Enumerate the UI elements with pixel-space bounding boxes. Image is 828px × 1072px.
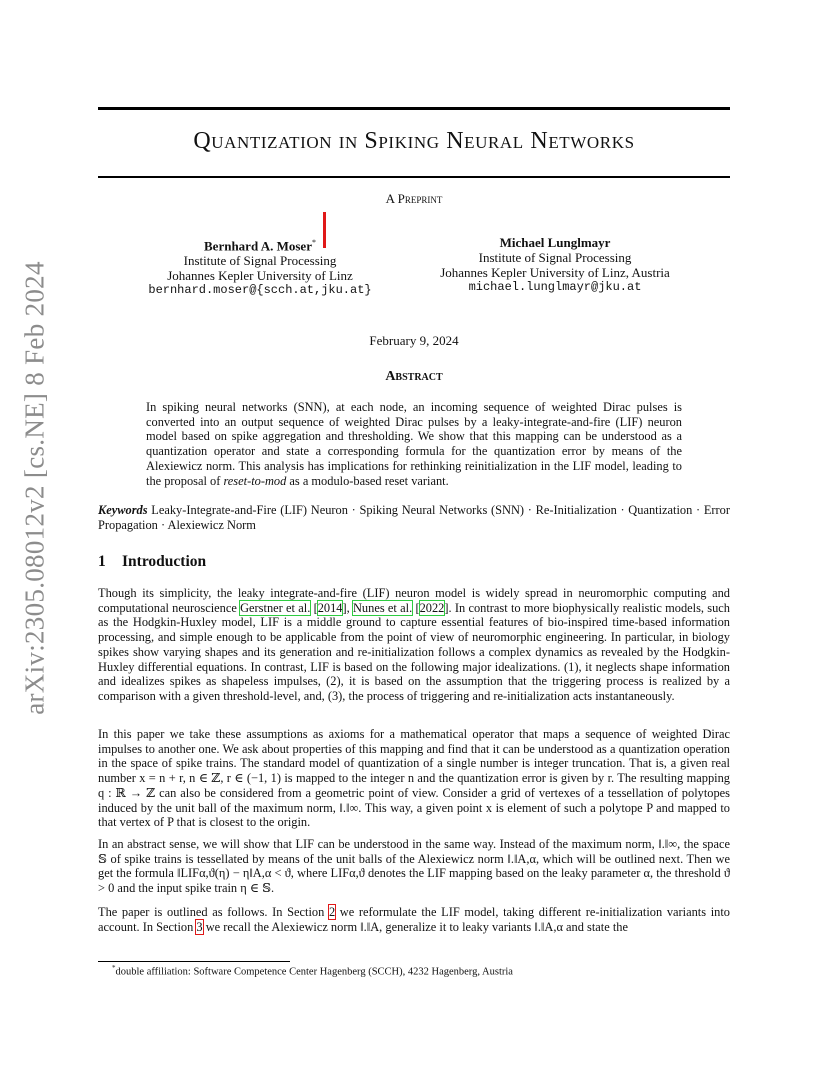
footnote-rule [98, 961, 290, 962]
keywords [98, 503, 730, 532]
keywords-text: Leaky-Integrate-and-Fire (LIF) Neuron · Spiking Neural Networks (SNN) · Re-Initialization · Quantization · Error Propagation · Alexiewicz Norm [98, 503, 730, 532]
arxiv-identifier-stamp [0, 0, 70, 1072]
preprint-label: A Preprint [385, 191, 443, 206]
footnote-mark: * [112, 964, 116, 972]
author-name: Michael Lunglmayr [499, 235, 611, 250]
footnote-text: double affiliation: Software Competence Center Hagenberg (SCCH), 4232 Hagenberg, Austria [115, 966, 513, 978]
author-email: bernhard.moser@{scch.at,jku.at} [148, 283, 372, 298]
paragraph-1: Though its simplicity, the leaky integrate-and-fire (LIF) neuron model is widely spread in neuromorphic computing and computational neuroscience Gerstner et al. [2014], Nunes et al. [2022]. In contrast to more biophysically realistic models, such as the Hodgkin-Huxley model, LIF is a middle ground to capture essential features of bio-inspired time-based information processing, and simple enough to be applicable from the point of view of neuromorphic engineering. In particular, in biology spikes show varying shapes and its generation and re-initialization follows a complex dynamics as revealed by the Hodgkin-Huxley differential equations. In contrast, LIF is based on the following major idealizations. (1), it neglects shape information and idealizes spikes as shapeless impulses, (2), it is based on the assumption that the triggering process is realized by a comparison with a given threshold-level, and, (3), the process of triggering and re-initialization acts instantaneously. [98, 586, 730, 703]
section-reference-link[interactable]: 2 [328, 905, 336, 919]
author-email: michael.lunglmayr@jku.at [468, 280, 642, 294]
citation-link[interactable]: Gerstner et al. [240, 600, 311, 615]
section-number: 1 [98, 553, 106, 570]
section-reference-link[interactable]: 3 [196, 919, 203, 934]
paragraph-2: In this paper we take these assumptions as axioms for a mathematical operator that maps a sequence of weighted Dirac impulses to another one. We ask about properties of this mapping and find that it can be understood as a quantization operation in the space of spike trains. The standard model of quantization of a single number is integer truncation. That is, a given real number x = n + r, n ∈ ℤ, r ∈ (−1, 1) is mapped to the integer n and the quantization error is given by r. The resulting mapping q : ℝ → ℤ can also be considered from a geometric point of view. Consider a grid of vertexes of a tessellation of polytopes induced by the unit ball of the maximum norm, ‖.‖∞. This way, a given point x is element of such a polytope P and mapped to that vertex of P that is closest to the origin. [98, 727, 730, 830]
author-footnote-mark[interactable]: * [311, 238, 316, 247]
citation-link[interactable]: 2014 [317, 600, 343, 615]
author-block-1 [140, 235, 380, 298]
author-block-2 [425, 235, 685, 295]
abstract-emphasis: reset-to-mod [223, 473, 287, 488]
author-affiliation: Institute of Signal Processing [478, 250, 632, 265]
author-affiliation: Institute of Signal Processing [183, 253, 337, 269]
abstract-heading: Abstract [385, 369, 443, 384]
author-affiliation: Johannes Kepler University of Linz [167, 268, 353, 284]
author-name: Bernhard A. Moser* [204, 238, 316, 254]
title-rule-top [98, 107, 730, 110]
paper-title: Quantization in Spiking Neural Networks [193, 128, 635, 154]
author-affiliation: Johannes Kepler University of Linz, Austria [440, 265, 670, 280]
publication-date: February 9, 2024 [369, 333, 459, 348]
keywords-label: Keywords [98, 503, 148, 517]
abstract-text: In spiking neural networks (SNN), at each node, an incoming sequence of weighted Dirac pulses is converted into an output sequence of weighted Dirac pulses by a leaky-integrate-and-fire (LIF) neuron model based on spike aggregation and thresholding. We show that this mapping can be understood as a quantization operator and state a corresponding formula for the quantization error by means of the Alexiewicz norm. This analysis has implications for rethinking reinitialization in the LIF model, leading to the proposal of reset-to-mod as a modulo-based reset variant. [146, 400, 682, 488]
section-heading [98, 553, 206, 571]
section-title: Introduction [122, 553, 207, 570]
citation-link[interactable]: 2022 [419, 600, 445, 615]
citation-link[interactable]: Nunes et al. [352, 600, 413, 615]
paragraph-4: The paper is outlined as follows. In Section 2 we reformulate the LIF model, taking different re-initialization variants into account. In Section 3 we recall the Alexiewicz norm ‖.‖A, generalize it to leaky variants ‖.‖A,α and state the [98, 905, 730, 934]
paragraph-3: In an abstract sense, we will show that LIF can be understood in the same way. Instead of the maximum norm, ‖.‖∞, the space 𝕊 of spike trains is tessellated by means of the unit balls of the Alexiewicz norm ‖.‖A,α, which will be outlined next. Then we get the formula ‖LIFα,ϑ(η) − η‖A,α < ϑ, where LIFα,ϑ denotes the LIF mapping based on the leaky parameter α, the threshold ϑ > 0 and the input spike train η ∈ 𝕊. [98, 837, 730, 896]
arxiv-identifier-text: arXiv:2305.08012v2 [cs.NE] 8 Feb 2024 [19, 261, 50, 715]
title-rule-bottom [98, 176, 730, 178]
footnote [112, 964, 513, 978]
